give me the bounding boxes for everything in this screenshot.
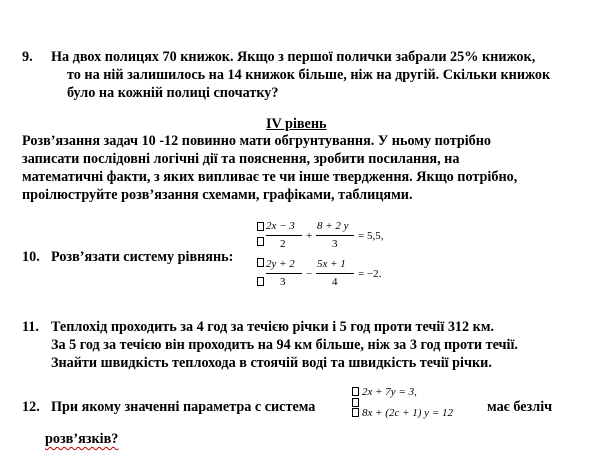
eq1-numerator-2: 8 + 2 y (317, 220, 349, 232)
level-instructions-line-1: Розв’язання задач 10 -12 повинно мати обгрунтування. У ньому потрібно (22, 133, 492, 149)
fraction-bar (266, 235, 302, 236)
eq2-rhs: = −2. (358, 268, 382, 280)
brace-glyph (257, 258, 264, 267)
brace-glyph (257, 222, 264, 231)
brace-glyph (352, 408, 359, 417)
level-heading: IV рівень (266, 116, 327, 132)
level-instructions-line-4: проілюструйте розв’язання схемами, графіками, таблицями. (22, 187, 413, 203)
problem-12-last-line: розв’язків? (45, 431, 119, 447)
eq2-numerator-1: 2y + 2 (266, 258, 295, 270)
fraction-bar (316, 235, 354, 236)
eq1-numerator-1: 2x − 3 (266, 220, 295, 232)
eq12-line-1: 2x + 7y = 3, (362, 386, 417, 398)
eq2-denominator-1: 3 (280, 276, 286, 288)
eq1-denominator-2: 3 (332, 238, 338, 250)
eq1-denominator-1: 2 (280, 238, 286, 250)
brace-glyph (352, 387, 359, 396)
eq2-minus: − (306, 268, 313, 280)
brace-glyph (257, 277, 264, 286)
problem-11-line-3: Знайти швидкість теплохода в стоячій воді та швидкість течії річки. (51, 355, 492, 371)
brace-glyph (352, 398, 359, 407)
problem-12-text: При якому значенні параметра с система (51, 399, 316, 415)
problem-12-number: 12. (22, 399, 40, 415)
problem-12-text-after: має безліч (487, 399, 553, 415)
brace-glyph (257, 237, 264, 246)
eq1-plus: + (306, 230, 313, 242)
equation-system-12 (350, 383, 475, 421)
problem-10-text: Розв’язати систему рівнянь: (51, 249, 234, 265)
problem-9-line-1: На двох полицях 70 книжок. Якщо з першої полички забрали 25% книжок, (51, 49, 536, 65)
problem-11-line-2: За 5 год за течією він проходить на 94 км більше, ніж за 3 год проти течії. (51, 337, 518, 353)
level-instructions-line-3: математичні факти, з яких випливає те чи інше твердження. Якщо потрібно, (22, 169, 518, 185)
problem-11-number: 11. (22, 319, 39, 335)
problem-10-number: 10. (22, 249, 40, 265)
eq12-line-2: 8x + (2c + 1) y = 12 (362, 407, 453, 419)
problem-9-number: 9. (22, 49, 33, 65)
fraction-bar (266, 273, 302, 274)
problem-11-line-1: Теплохід проходить за 4 год за течією річки і 5 год проти течії 312 км. (51, 319, 495, 335)
eq2-numerator-2: 5x + 1 (317, 258, 346, 270)
fraction-bar (316, 273, 354, 274)
problem-9-line-3: було на кожній полиці спочатку? (67, 85, 279, 101)
level-instructions-line-2: записати послідовні логічні дії та пояснення, зробити посилання, на (22, 151, 460, 167)
equation-system-10 (252, 215, 402, 295)
eq2-denominator-2: 4 (332, 276, 338, 288)
eq1-rhs: = 5,5, (358, 230, 384, 242)
problem-9-line-2: то на ній залишилось на 14 книжок більше, ніж на другій. Скільки книжок (67, 67, 551, 83)
